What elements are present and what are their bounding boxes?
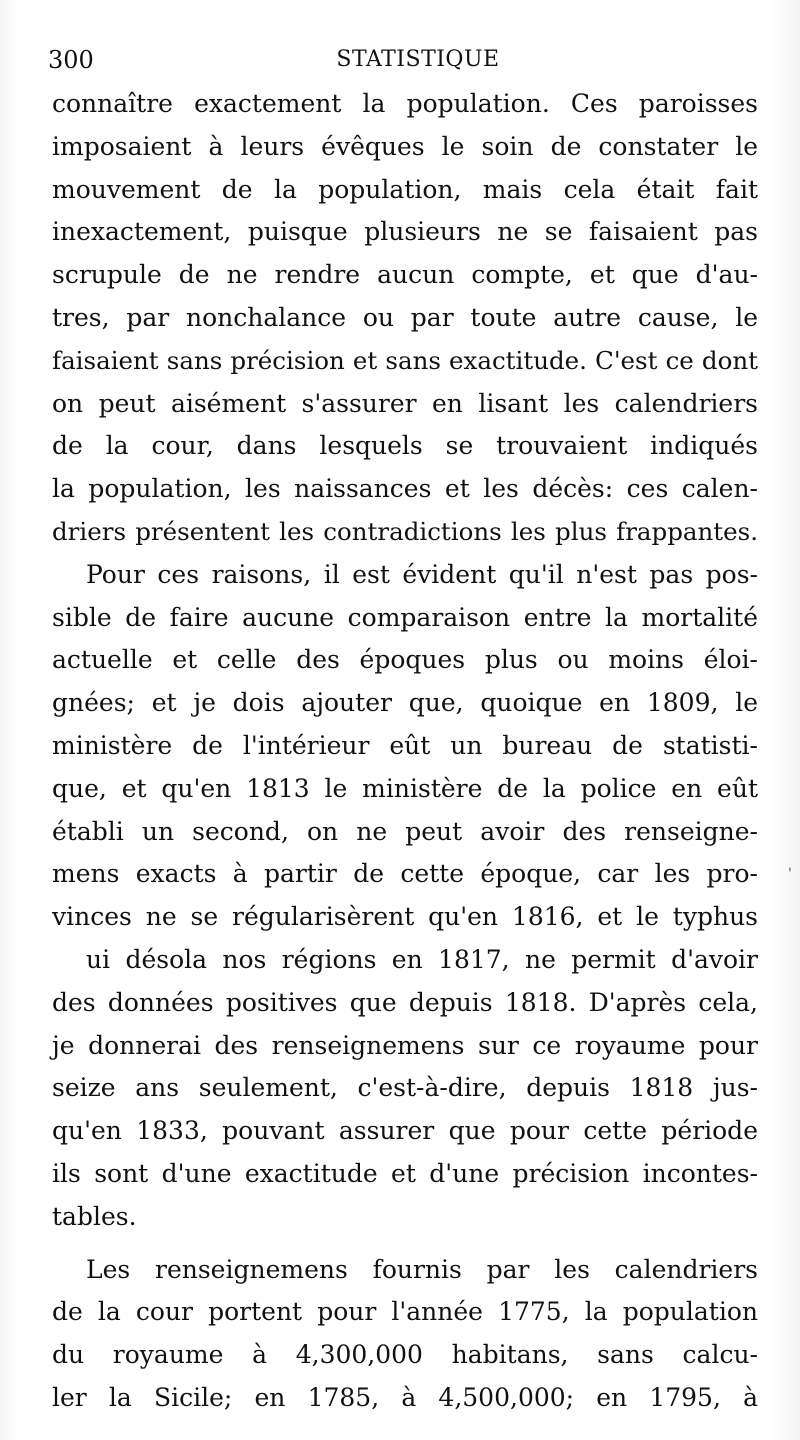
text-line: ler la Sicile; en 1785, à 4,500,000; en 1795, à [52, 1382, 758, 1412]
text-line: que, et qu'en 1813 le ministère de la police en eût [52, 773, 758, 803]
text-line: tables. [52, 1201, 137, 1231]
text-line: mouvement de la population, mais cela était fait [52, 174, 758, 204]
paragraph-gap [52, 1239, 758, 1249]
text-line: gnées; et je dois ajouter que, quoique en 1809, le [52, 688, 758, 718]
text-line: on peut aisément s'assurer en lisant les calendriers [52, 388, 758, 418]
text-line: mens exacts à partir de cette époque, car les pro- [52, 859, 758, 889]
text-line: actuelle et celle des époques plus ou moins éloi- [52, 645, 758, 675]
body-text [52, 83, 758, 1420]
text-line: qu'en 1833, pouvant assurer que pour cette période [52, 1116, 758, 1146]
page-header [48, 40, 758, 80]
text-line: inexactement, puisque plusieurs ne se faisaient pas [52, 217, 758, 247]
text-line: je donnerai des renseignemens sur ce royaume pour [52, 1030, 758, 1060]
text-line: driers présentent les contradictions les plus frappantes. [52, 516, 758, 546]
text-line: vinces ne se régularisèrent qu'en 1816, et le typhus [52, 902, 758, 932]
text-line: des données positives que depuis 1818. D'après cela, [52, 987, 758, 1017]
text-line: faisaient sans précision et sans exactitude. C'est ce dont [52, 345, 758, 375]
text-line: ils sont d'une exactitude et d'une précision incontes- [52, 1158, 758, 1188]
text-line: sible de faire aucune comparaison entre la mortalité [52, 602, 758, 632]
running-head: STATISTIQUE [336, 47, 500, 72]
text-line: seize ans seulement, c'est-à-dire, depuis 1818 jus- [52, 1073, 758, 1103]
page-number: 300 [48, 46, 94, 74]
text-line: Les renseignemens fournis par les calendriers [86, 1254, 758, 1284]
text-line: établi un second, on ne peut avoir des renseigne- [52, 816, 758, 846]
text-line: ui désola nos régions en 1817, ne permit d'avoir [86, 944, 758, 974]
text-line: la population, les naissances et les décès: ces calen- [52, 474, 758, 504]
text-line: scrupule de ne rendre aucun compte, et que d'au- [52, 260, 758, 290]
text-line: Pour ces raisons, il est évident qu'il n'est pas pos- [86, 559, 758, 589]
text-line: du royaume à 4,300,000 habitans, sans calcu- [52, 1340, 758, 1370]
text-line: connaître exactement la population. Ces paroisses [52, 89, 758, 118]
text-line: tres, par nonchalance ou par toute autre cause, le [52, 302, 758, 332]
scan-speck: ' [788, 866, 792, 882]
text-line: imposaient à leurs évêques le soin de constater le [52, 131, 758, 161]
text-line: ministère de l'intérieur eût un bureau de statisti- [52, 730, 758, 760]
text-line: de la cour, dans lesquels se trouvaient indiqués [52, 431, 758, 461]
text-line: de la cour portent pour l'année 1775, la population [52, 1297, 758, 1327]
